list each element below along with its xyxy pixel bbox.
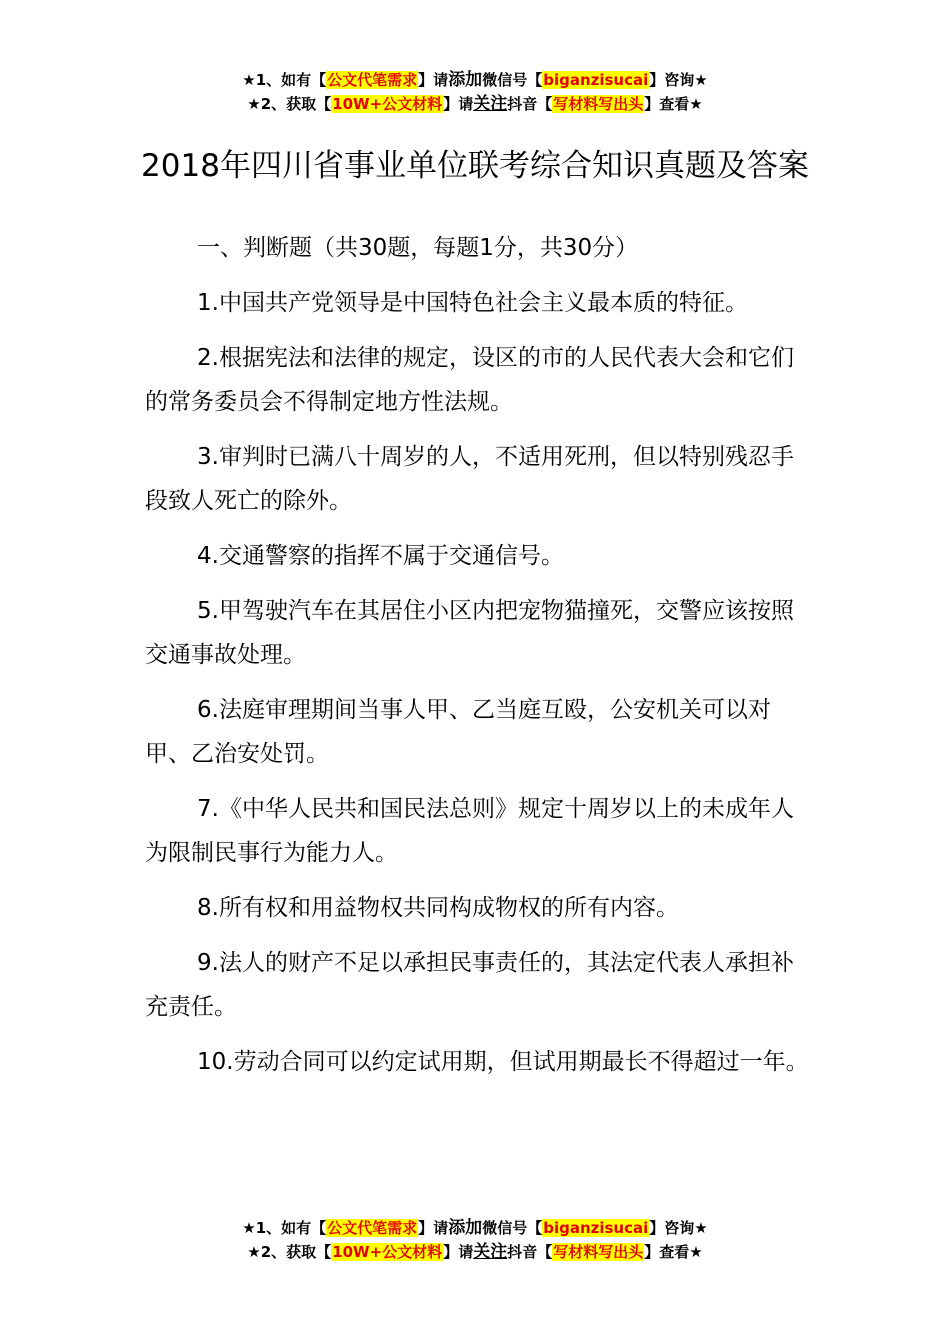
question-item: 7.《中华人民共和国民法总则》规定十周岁以上的未成年人为限制民事行为能力人。 [145, 796, 794, 866]
promo-text: 】咨询★ [649, 1219, 708, 1237]
promo-text: ★1、如有【 [242, 1219, 327, 1237]
promo-text: 抖音【 [507, 1243, 553, 1261]
promo-highlight: 公文代笔需求 [327, 71, 418, 89]
promo-banner-top [0, 68, 950, 116]
promo-highlight: 公文代笔需求 [327, 1219, 418, 1237]
promo-emphasis: 关注 [473, 94, 508, 114]
promo-banner-bottom [0, 1216, 950, 1264]
promo-text: 】查看★ [644, 1243, 703, 1261]
promo-text: 】咨询★ [649, 71, 708, 89]
promo-line-1 [0, 1216, 950, 1240]
question-item: 6.法庭审理期间当事人甲、乙当庭互殴，公安机关可以对甲、乙治安处罚。 [145, 697, 771, 767]
document-title: 2018年四川省事业单位联考综合知识真题及答案 [141, 147, 809, 184]
question-item: 2.根据宪法和法律的规定，设区的市的人民代表大会和它们的常务委员会不得制定地方性法规。 [145, 345, 794, 415]
question-item: 4.交通警察的指挥不属于交通信号。 [197, 543, 564, 569]
promo-line-1 [0, 68, 950, 92]
promo-text: 】请 [443, 95, 474, 113]
question-item: 8.所有权和用益物权共同构成物权的所有内容。 [197, 895, 679, 921]
promo-highlight: 写材料写出头 [553, 95, 644, 113]
promo-text: ★1、如有【 [242, 71, 327, 89]
question-item: 9.法人的财产不足以承担民事责任的，其法定代表人承担补充责任。 [145, 950, 794, 1020]
promo-highlight: biganzisucai [543, 71, 649, 89]
promo-text: ★2、获取【 [247, 95, 332, 113]
document-body [145, 226, 810, 1095]
promo-text: 微信号【 [482, 1219, 543, 1237]
question-item: 3.审判时已满八十周岁的人，不适用死刑，但以特别残忍手段致人死亡的除外。 [145, 444, 794, 514]
promo-highlight: 10W+公文材料 [332, 95, 443, 113]
promo-text: 】请 [443, 1243, 474, 1261]
promo-highlight: 10W+公文材料 [332, 1243, 443, 1261]
promo-text: 】查看★ [644, 95, 703, 113]
question-item: 1.中国共产党领导是中国特色社会主义最本质的特征。 [197, 290, 748, 316]
question-item: 5.甲驾驶汽车在其居住小区内把宠物猫撞死，交警应该按照交通事故处理。 [145, 598, 794, 668]
promo-text: 】请 [418, 1219, 449, 1237]
section-heading: 一、判断题（共30题，每题1分，共30分） [197, 235, 639, 261]
promo-text: 】请 [418, 71, 449, 89]
promo-text: ★2、获取【 [247, 1243, 332, 1261]
promo-highlight: 写材料写出头 [553, 1243, 644, 1261]
promo-emphasis: 关注 [473, 1242, 508, 1262]
promo-emphasis: 添加 [448, 70, 483, 90]
promo-text: 微信号【 [482, 71, 543, 89]
promo-line-2 [0, 1240, 950, 1264]
promo-emphasis: 添加 [448, 1218, 483, 1238]
promo-text: 抖音【 [507, 95, 553, 113]
question-item: 10.劳动合同可以约定试用期，但试用期最长不得超过一年。 [197, 1049, 809, 1075]
promo-line-2 [0, 92, 950, 116]
promo-highlight: biganzisucai [543, 1219, 649, 1237]
